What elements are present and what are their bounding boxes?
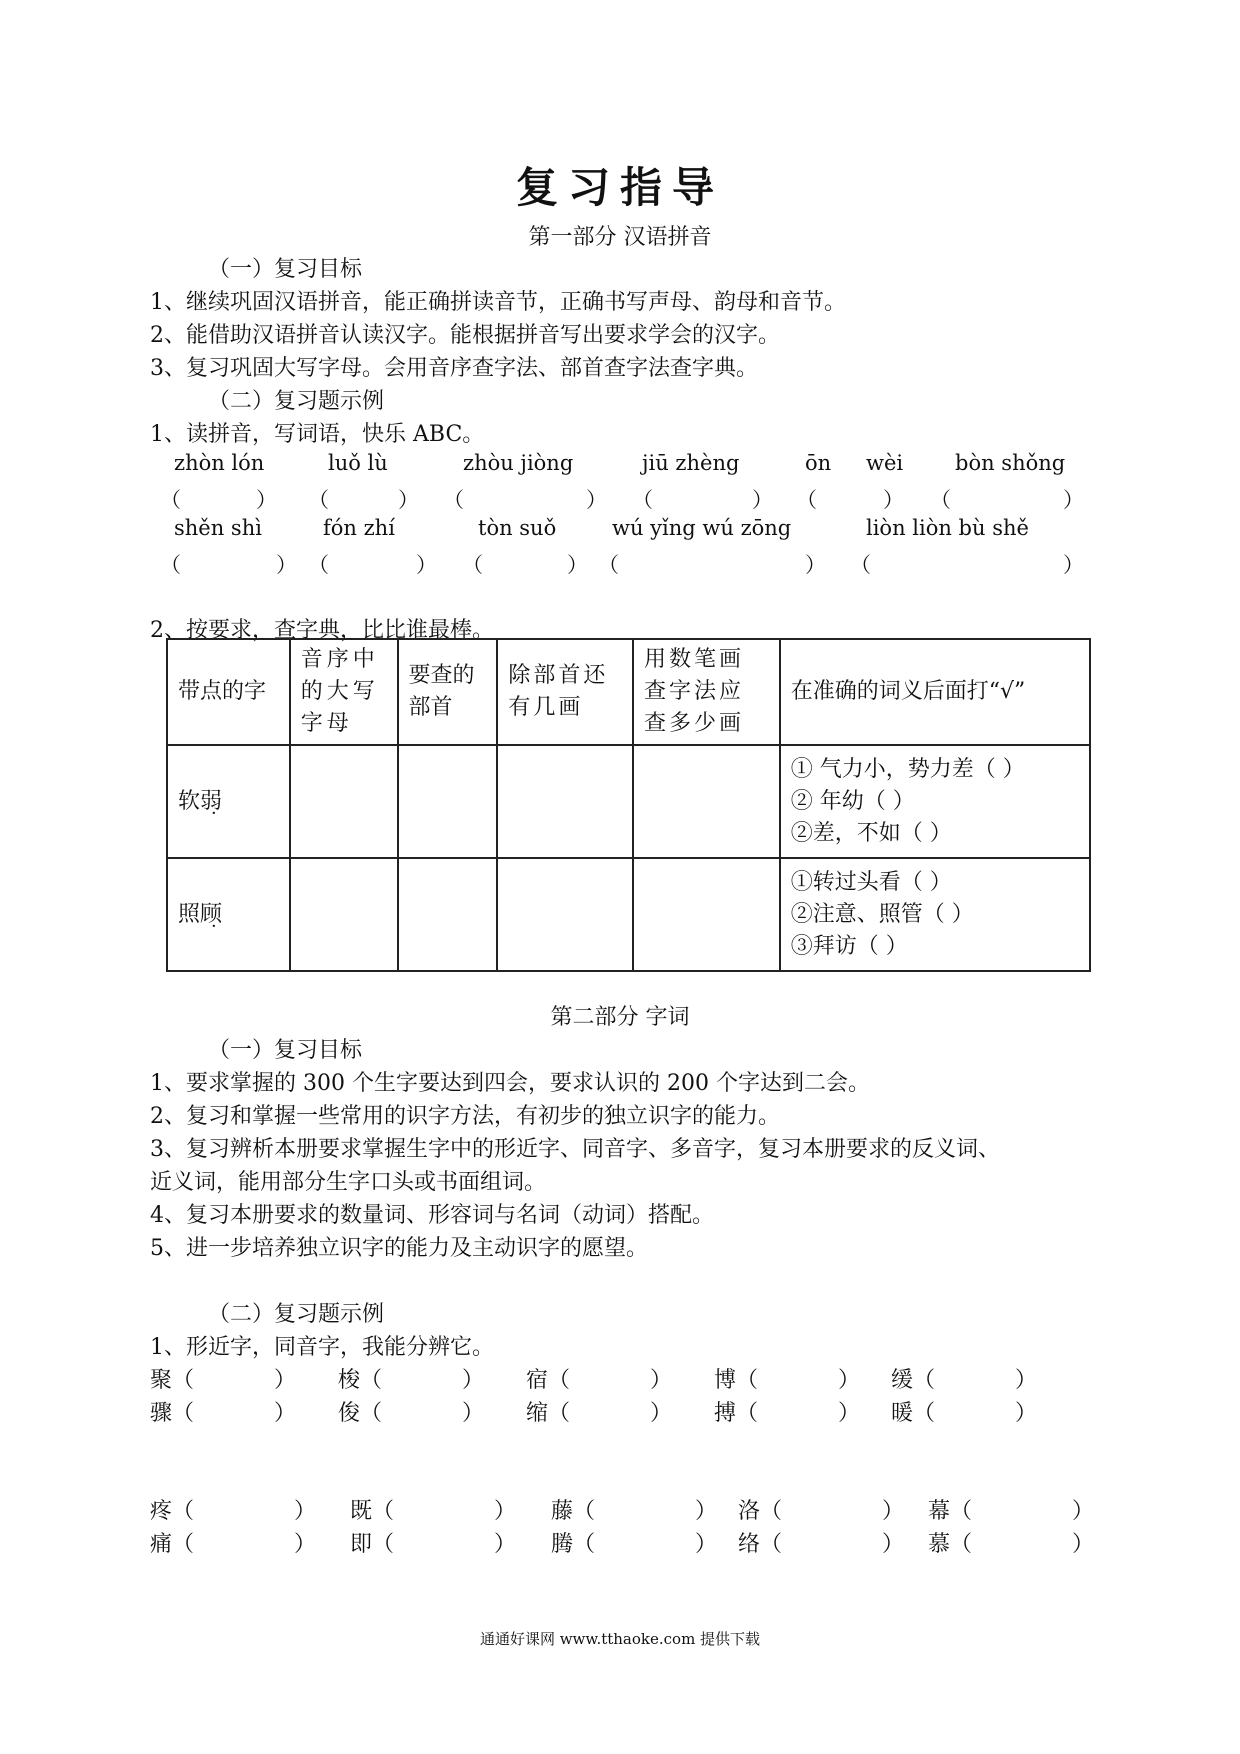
- part2-goal-4: 4、复习本册要求的数量词、形容词与名词（动词）搭配。: [150, 1203, 714, 1228]
- part2-examples-heading: （二）复习题示例: [208, 1302, 385, 1327]
- paren-open: （: [598, 553, 619, 577]
- question-dictionary: 2、按要求，查字典，比比谁最棒。: [150, 618, 494, 643]
- table-row: [167, 858, 1090, 971]
- header-cell: 要查的部首: [398, 639, 498, 745]
- paren-open: （: [443, 488, 464, 512]
- pinyin-item: ōn: [805, 451, 832, 475]
- header-cell: 带点的字: [167, 639, 290, 745]
- pinyin-item: bòn shǒng: [955, 451, 1066, 475]
- paren-close: ）: [256, 488, 277, 512]
- answer-cell[interactable]: [633, 858, 780, 971]
- part1-heading: 第一部分 汉语拼音: [528, 225, 712, 250]
- page-title: 复习指导: [515, 163, 724, 212]
- answer-cell[interactable]: [290, 858, 398, 971]
- char-item: 宿（ ）: [526, 1368, 673, 1393]
- char-item: 藤（ ）: [551, 1499, 718, 1524]
- paren-close: ）: [752, 488, 773, 512]
- dictionary-table: [166, 638, 1091, 972]
- part1-goals-heading: （一）复习目标: [208, 257, 363, 282]
- pinyin-item: wèi: [866, 451, 904, 475]
- part2-goal-3-cont: 近义词，能用部分生字口头或书面组词。: [150, 1170, 547, 1195]
- paren-open: （: [308, 553, 329, 577]
- answer-cell[interactable]: [497, 745, 633, 858]
- word-char: 照: [178, 901, 201, 927]
- word-cell: [167, 745, 290, 858]
- header-cell: 除部首还有几画: [497, 639, 633, 745]
- char-item: 俊（ ）: [338, 1401, 485, 1426]
- question-pinyin-words: 1、读拼音，写词语，快乐 ABC。: [150, 422, 485, 447]
- paren-close: ）: [586, 488, 607, 512]
- paren-close: ）: [1063, 488, 1084, 512]
- part2-goal-1: 1、要求掌握的 300 个生字要达到四会，要求认识的 200 个字达到二会。: [150, 1071, 870, 1096]
- table-row: [167, 745, 1090, 858]
- part1-goal-1: 1、继续巩固汉语拼音，能正确拼读音节，正确书写声母、韵母和音节。: [150, 290, 846, 315]
- pinyin-item: tòn suǒ: [478, 516, 557, 540]
- footer-credit: 通通好课网 www.tthaoke.com 提供下载: [479, 1630, 761, 1648]
- paren-close: ）: [805, 553, 826, 577]
- char-item: 幕（ ）: [928, 1499, 1095, 1524]
- char-item: 洛（ ）: [738, 1499, 905, 1524]
- char-item: 聚（ ）: [150, 1368, 297, 1393]
- meaning-option[interactable]: ② 年幼（ ）: [790, 788, 915, 814]
- meaning-option[interactable]: ① 气力小，势力差（ ）: [790, 756, 1025, 782]
- meaning-cell: [780, 745, 1090, 858]
- paren-open: （: [796, 488, 817, 512]
- char-item: 即（ ）: [350, 1532, 517, 1557]
- char-item: 腾（ ）: [551, 1532, 718, 1557]
- paren-close: ）: [883, 488, 904, 512]
- paren-close: ）: [416, 553, 437, 577]
- answer-cell[interactable]: [497, 858, 633, 971]
- paren-close: ）: [1063, 553, 1084, 577]
- pinyin-item: shěn shì: [174, 516, 262, 540]
- table-header-row: [167, 639, 1090, 745]
- header-cell: 用数笔画查字法应查多少画: [633, 639, 780, 745]
- answer-cell[interactable]: [633, 745, 780, 858]
- meaning-option[interactable]: ②注意、照管（ ）: [790, 901, 974, 927]
- meaning-cell: [780, 858, 1090, 971]
- char-item: 博（ ）: [714, 1368, 861, 1393]
- question-similar-chars: 1、形近字，同音字，我能分辨它。: [150, 1335, 494, 1360]
- char-item: 梭（ ）: [338, 1368, 485, 1393]
- char-item: 搏（ ）: [714, 1401, 861, 1426]
- part2-heading: 第二部分 字词: [550, 1005, 690, 1030]
- meaning-option[interactable]: ②差，不如（ ）: [790, 820, 952, 846]
- answer-cell[interactable]: [398, 858, 498, 971]
- answer-cell[interactable]: [290, 745, 398, 858]
- char-item: 缩（ ）: [526, 1401, 673, 1426]
- char-item: 疼（ ）: [150, 1499, 317, 1524]
- header-cell: 音序中的大写字母: [290, 639, 398, 745]
- word-cell: [167, 858, 290, 971]
- char-item: 暖（ ）: [891, 1401, 1038, 1426]
- paren-close: ）: [276, 553, 297, 577]
- part2-goal-2: 2、复习和掌握一些常用的识字方法，有初步的独立识字的能力。: [150, 1104, 780, 1129]
- part1-examples-heading: （二）复习题示例: [208, 389, 385, 414]
- meaning-option[interactable]: ③拜访（ ）: [790, 933, 908, 959]
- paren-open: （: [850, 553, 871, 577]
- dotted-char: 顾: [200, 901, 223, 927]
- pinyin-item: liòn liòn bù shě: [866, 516, 1029, 540]
- word-char: 软: [178, 788, 201, 814]
- char-item: 骤（ ）: [150, 1401, 297, 1426]
- paren-open: （: [160, 553, 181, 577]
- pinyin-item: luǒ lù: [328, 451, 388, 475]
- char-item: 慕（ ）: [928, 1532, 1095, 1557]
- paren-open: （: [160, 488, 181, 512]
- part2-goal-3: 3、复习辨析本册要求掌握生字中的形近字、同音字、多音字，复习本册要求的反义词、: [150, 1137, 1000, 1162]
- pinyin-item: zhòu jiòng: [463, 451, 574, 475]
- char-item: 缓（ ）: [891, 1368, 1038, 1393]
- meaning-option[interactable]: ①转过头看（ ）: [790, 869, 952, 895]
- char-item: 痛（ ）: [150, 1532, 317, 1557]
- pinyin-item: fón zhí: [323, 516, 395, 540]
- char-item: 络（ ）: [738, 1532, 905, 1557]
- answer-cell[interactable]: [398, 745, 498, 858]
- paren-close: ）: [398, 488, 419, 512]
- part2-goals-heading: （一）复习目标: [208, 1038, 363, 1063]
- pinyin-item: wú yǐng wú zōng: [612, 516, 792, 540]
- paren-open: （: [632, 488, 653, 512]
- header-cell: 在准确的词义后面打“√”: [780, 639, 1090, 745]
- paren-close: ）: [567, 553, 588, 577]
- part1-goal-2: 2、能借助汉语拼音认读汉字。能根据拼音写出要求学会的汉字。: [150, 323, 780, 348]
- part1-goal-3: 3、复习巩固大写字母。会用音序查字法、部首查字法查字典。: [150, 356, 758, 381]
- part2-goal-5: 5、进一步培养独立识字的能力及主动识字的愿望。: [150, 1236, 648, 1261]
- pinyin-item: jiū zhèng: [642, 451, 740, 475]
- char-item: 既（ ）: [350, 1499, 517, 1524]
- dotted-char: 弱: [200, 788, 223, 814]
- paren-open: （: [462, 553, 483, 577]
- paren-open: （: [930, 488, 951, 512]
- paren-open: （: [308, 488, 329, 512]
- pinyin-item: zhòn lón: [174, 451, 265, 475]
